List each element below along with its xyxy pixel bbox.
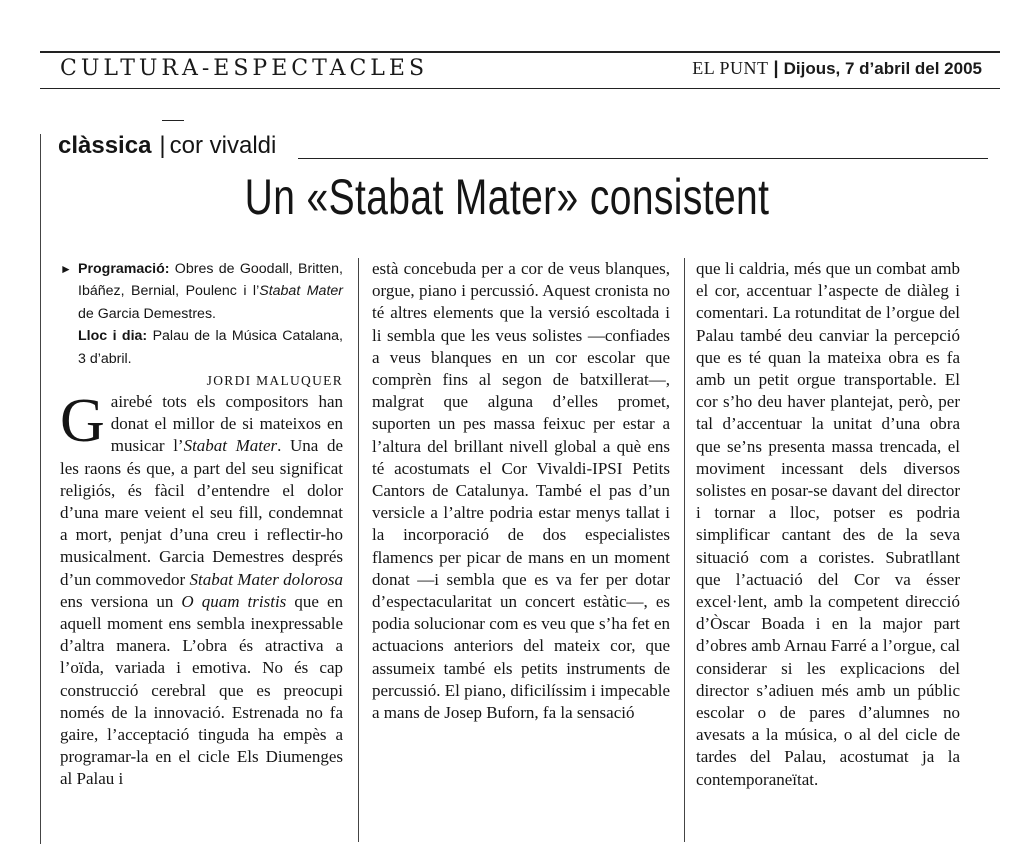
- programme-text: Obres de Goodall, Britten, Ibáñez, Bernial, Poulenc i l’: [78, 261, 343, 300]
- issue-date: Dijous, 7 d’abril del 2005: [783, 59, 982, 78]
- body-text: que en aquell moment ens sembla inexpressable d’altra manera. L’obra és atractiva a l’oïda, variada i emotiva. No és cap construcció cerebral que es preocupi només de la innovació. Estrenada no fa gaire, l’acceptació tinguda ha empès a programar-la en el cicle Els Diumenges al Palau i: [60, 591, 344, 789]
- arrow-icon: ►: [60, 262, 72, 276]
- work-title: Stabat Mater dolorosa: [189, 569, 343, 589]
- column-divider-left: [40, 134, 41, 844]
- body-text: . Una de les raons és que, a part del seu significat religiós, és fàcil d’entendre el dolor d’una mare veient el seu fill, condemnat a mort, penjat d’una creu i reflectir-ho musicalment. Garcia Demestres després d’un commovedor: [60, 436, 343, 589]
- column-divider-1: [358, 258, 359, 842]
- venue-entry: [60, 325, 343, 370]
- column-divider-2: [684, 258, 685, 842]
- article-column-2: [372, 258, 670, 724]
- article-column-1: [60, 258, 343, 791]
- header-top-rule: [40, 51, 1000, 53]
- kicker-category: clàssica: [58, 132, 152, 159]
- fact-sheet: [60, 258, 343, 370]
- programme-text-end: de Garcia Demestres.: [78, 305, 216, 322]
- headline: Un «Stabat Mater» consistent: [244, 169, 770, 225]
- programme-entry: [60, 258, 343, 325]
- body-column-2-text: està concebuda per a cor de veus blanques, orgue, piano i percussió. Aquest cronista no té altres elements que la versió escoltada i li sembla que les veus solistes —confiades a veus blanques en un cor escolar que comprèn fins al segon de batxillerat—, malgrat que alguna d’elles promet, suporten un pes massa feixuc per estar a l’altura del brillant nivell global a què ens té acostumats el Cor Vivaldi-IPSI Petits Cantors de Catalunya. També el pas d’un versicle a l’altre podria estar menys tallat i la incorporació de dos especialistes flamencs per picar de mans en un moment donat —i sembla que es va fer per dotar d’espectacularitat un concert estàtic—, es podia solucionar com es veu que s’ha fet en actuacions anteriors del mateix cor, que assumeix també els petits instruments de percussió. El piano, dificilíssim i impecable a mans de Josep Buforn, fa la sensació: [372, 259, 670, 723]
- decorative-dash: [162, 120, 184, 121]
- body-paragraph-1: [60, 387, 344, 791]
- masthead-separator: |: [773, 58, 779, 78]
- newspaper-name: EL PUNT: [692, 58, 769, 78]
- work-title: O quam tristis: [181, 591, 287, 611]
- body-text: ens versiona un: [60, 591, 182, 611]
- kicker-separator: |: [159, 132, 166, 159]
- kicker-rule: [298, 158, 988, 159]
- drop-cap: G: [60, 387, 105, 456]
- masthead-info: [692, 58, 982, 79]
- body-text: airebé tots els compositors han donat el millor de si mateixos en musicar l’: [110, 392, 343, 456]
- article-kicker: [58, 132, 276, 160]
- venue-text: Palau de la Música Catalana, 3 d’abril.: [78, 328, 343, 367]
- header-bottom-rule: [40, 88, 1000, 89]
- byline: JORDI MALUQUER: [206, 373, 343, 389]
- body-column-3-text: que li caldria, més que un combat amb el cor, accentuar l’aspecte de diàleg i comentari. La rotunditat de l’orgue del Palau també deu canviar la percepció que es té quan la mateixa obra es fa amb un petit orgue transportable. El cor s’ho deu haver plantejat, però, per tal d’accentuar la unitat d’una obra que se’ns presenta massa trencada, el moviment incessant dels diversos solistes en posar-se davant del director i tornar a lloc, potser es podria simplificar cantant des de la seva situació com a coristes. Subratllant que l’actuació del Cor va ésser excel·lent, amb la competent direcció d’Òscar Boada i en la major part d’obres amb Arnau Farré a l’orgue, cal considerar si les explicacions del director s’adiuen més amb un públic escolar o de pares d’alumnes no avesats a la música, o al del cicle de tardes del Palau, acostumat ja la contemporaneïtat.: [696, 259, 960, 789]
- venue-label: Lloc i dia:: [78, 328, 148, 345]
- work-title: Stabat Mater: [183, 436, 278, 456]
- programme-work-title: Stabat Mater: [259, 283, 343, 300]
- article-column-3: [696, 258, 960, 791]
- programme-label: Programació:: [78, 261, 170, 277]
- section-name: CULTURA-ESPECTACLES: [60, 56, 429, 81]
- kicker-topic: cor vivaldi: [169, 132, 277, 159]
